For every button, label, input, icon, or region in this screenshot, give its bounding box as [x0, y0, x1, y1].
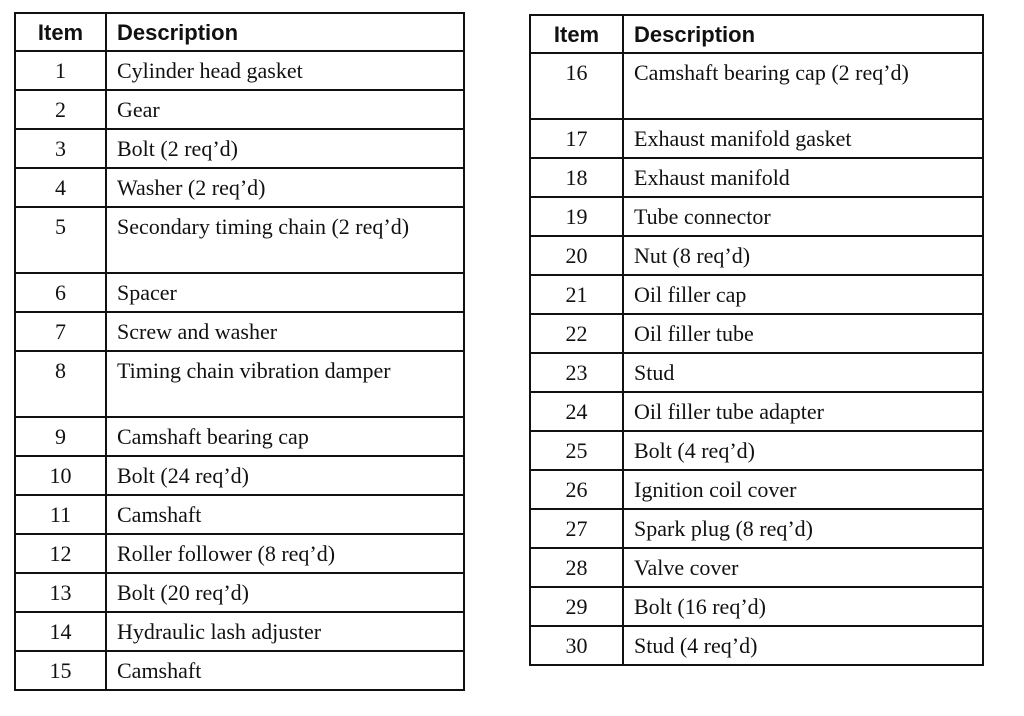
item-number: 6: [15, 273, 106, 312]
item-description: Camshaft bearing cap (2 req’d): [623, 53, 983, 119]
item-description: Secondary timing chain (2 req’d): [106, 207, 464, 273]
table-row: [15, 573, 464, 612]
item-number: 28: [530, 548, 623, 587]
item-number: 10: [15, 456, 106, 495]
table-row: [530, 158, 983, 197]
parts-table-left: [14, 12, 465, 691]
item-description: Oil filler tube adapter: [623, 392, 983, 431]
item-number: 22: [530, 314, 623, 353]
table-row: [530, 197, 983, 236]
item-description: Tube connector: [623, 197, 983, 236]
item-number: 23: [530, 353, 623, 392]
table-row: [15, 534, 464, 573]
item-number: 30: [530, 626, 623, 665]
header-row: [15, 13, 464, 51]
item-description: Bolt (2 req’d): [106, 129, 464, 168]
item-number: 16: [530, 53, 623, 119]
item-number: 4: [15, 168, 106, 207]
table-row: [530, 353, 983, 392]
item-number: 3: [15, 129, 106, 168]
item-description: Hydraulic lash adjuster: [106, 612, 464, 651]
item-description: Oil filler tube: [623, 314, 983, 353]
item-number: 17: [530, 119, 623, 158]
item-description: Valve cover: [623, 548, 983, 587]
item-description: Bolt (24 req’d): [106, 456, 464, 495]
item-description: Ignition coil cover: [623, 470, 983, 509]
item-number: 12: [15, 534, 106, 573]
item-description: Roller follower (8 req’d): [106, 534, 464, 573]
item-description: Camshaft bearing cap: [106, 417, 464, 456]
item-description: Oil filler cap: [623, 275, 983, 314]
item-number: 7: [15, 312, 106, 351]
item-description: Camshaft: [106, 495, 464, 534]
table-row: [530, 236, 983, 275]
item-description: Washer (2 req’d): [106, 168, 464, 207]
item-number: 9: [15, 417, 106, 456]
item-description: Bolt (20 req’d): [106, 573, 464, 612]
item-description: Camshaft: [106, 651, 464, 690]
item-number: 25: [530, 431, 623, 470]
item-number: 8: [15, 351, 106, 417]
item-number: 29: [530, 587, 623, 626]
item-description: Cylinder head gasket: [106, 51, 464, 90]
column-header-item: Item: [530, 15, 623, 53]
item-number: 1: [15, 51, 106, 90]
item-number: 14: [15, 612, 106, 651]
table-row: [530, 626, 983, 665]
table-row: [530, 587, 983, 626]
header-row: [530, 15, 983, 53]
item-number: 5: [15, 207, 106, 273]
item-description: Bolt (16 req’d): [623, 587, 983, 626]
table-row: [530, 275, 983, 314]
table-row: [530, 314, 983, 353]
item-description: Gear: [106, 90, 464, 129]
item-number: 18: [530, 158, 623, 197]
column-header-description: Description: [623, 15, 983, 53]
item-number: 11: [15, 495, 106, 534]
item-description: Stud: [623, 353, 983, 392]
column-header-item: Item: [15, 13, 106, 51]
item-number: 24: [530, 392, 623, 431]
item-number: 15: [15, 651, 106, 690]
item-number: 13: [15, 573, 106, 612]
table-row: [15, 456, 464, 495]
item-number: 27: [530, 509, 623, 548]
table-row: [15, 417, 464, 456]
item-number: 20: [530, 236, 623, 275]
table-row: [15, 273, 464, 312]
item-description: Exhaust manifold gasket: [623, 119, 983, 158]
table-row: [530, 53, 983, 119]
table-row: [15, 495, 464, 534]
item-description: Spacer: [106, 273, 464, 312]
table-row: [530, 548, 983, 587]
item-description: Timing chain vibration damper: [106, 351, 464, 417]
item-number: 21: [530, 275, 623, 314]
item-description: Stud (4 req’d): [623, 626, 983, 665]
item-description: Bolt (4 req’d): [623, 431, 983, 470]
column-header-description: Description: [106, 13, 464, 51]
table-row: [15, 612, 464, 651]
item-number: 2: [15, 90, 106, 129]
item-description: Exhaust manifold: [623, 158, 983, 197]
item-description: Screw and washer: [106, 312, 464, 351]
table-row: [15, 207, 464, 273]
item-number: 19: [530, 197, 623, 236]
table-row: [530, 431, 983, 470]
item-description: Spark plug (8 req’d): [623, 509, 983, 548]
table-row: [15, 129, 464, 168]
item-description: Nut (8 req’d): [623, 236, 983, 275]
table-row: [15, 51, 464, 90]
table-row: [15, 90, 464, 129]
table-row: [530, 509, 983, 548]
table-row: [15, 168, 464, 207]
table-row: [15, 651, 464, 690]
table-row: [15, 312, 464, 351]
table-row: [530, 392, 983, 431]
table-row: [530, 119, 983, 158]
item-number: 26: [530, 470, 623, 509]
table-row: [530, 470, 983, 509]
table-row: [15, 351, 464, 417]
parts-table-right: [529, 14, 984, 666]
